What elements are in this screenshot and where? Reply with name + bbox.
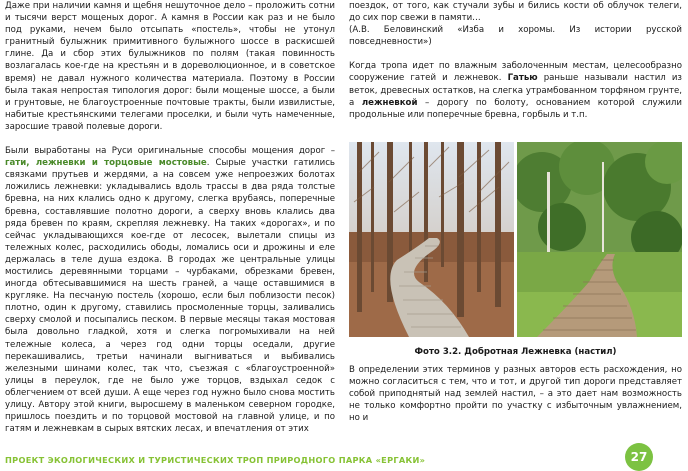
paragraph-terms: В определении этих терминов у разных авторов есть расхождения, но можно согласиться с тем, что и тот, и другой тип дороги представляет собой приподнятый над землей настил, – а это дает нам возможность не только комфортно пройти по участку с избыточным увлажнением, но и — [349, 365, 682, 424]
page-number-badge: 27 — [625, 443, 653, 471]
paving-methods-highlight: гати, лежневки и торцовые мостовые — [5, 158, 207, 169]
citation: (А.В. Беловинский «Изба и хоромы. Из истории русской повседневности») — [349, 25, 682, 48]
paving-description: . Сырые участки гатились связками прутьев и жердями, а на совсем уже непроезжих болотах ложились лежневки: укладывались вдоль трассы в два ряда толстые бревна, на них клались одно к другому, слегка врубаясь, поперечные бревна, составлявшие полотно дороги, а сверху вновь клались два ряда бревен по краям, скрепляя лежневку. На таких «дорогах», и по сейчас укладывающихся кое-где от лесосек, вылетали спицы из тележных колес, расходились ободы, ломались оси и дрожины и еле держалась в теле душа ездока. В городах же центральные улицы мостились деревянными торцами – чурбаками, обрезками бревен, иногда обтесывавшимися на шесть граней, а чаще оставшимися в кругляке. На песчаную постель (хорошо, если был поблизости песок) плотно, один к другому, ставились просмоленные торцы, заливались сверху смолой и посыпались песком. В первые месяцы такая мостовая была довольно гладкой, хотя и слегка погромыхивали на ней тележные колеса, а через год одни торцы оседали, другие перекашивались, третьи начинали выгниваться и выбивались железными шинами колес, так что, съезжая с «благоустроенной» улицы в переулок, где не было уже торцов, вздыхал седок с облегчением от всей души. А еще через год нужно было снова мостить улицу. Автору этой книги, выросшему в маленьком северном городке, пришлось поездить и по торцовой мостовой на главной улице, и по гатям и лежневкам в сырых вятских лесах, и впечатления от этих — [5, 158, 335, 435]
footer-project-title: ПРОЕКТ ЭКОЛОГИЧЕСКИХ И ТУРИСТИЧЕСКИХ ТРОП ПРИРОДНОГО ПАРКА «ЕРГАКИ» — [5, 455, 426, 465]
left-column — [5, 0, 335, 435]
photo-caption: Фото 3.2. Добротная Лежневка (настил) — [414, 347, 617, 357]
paragraph-paving-methods — [5, 145, 335, 435]
term-gat: Гатью — [507, 73, 538, 84]
paragraph-continuation: поездок, от того, как стучали зубы и бились кости об облучок телеги, до сих пор свежи в памяти… — [349, 1, 682, 24]
term-lezhnevka: лежневкой — [361, 97, 418, 108]
right-column-bottom — [349, 364, 682, 424]
gat-intro: Когда тропа идет по влажным заболоченным местам, целесообразно сооружение гатей и лежневок. — [349, 61, 682, 84]
photo-pair — [349, 142, 682, 337]
paragraph-gat-lezhnevka — [349, 60, 682, 120]
paving-intro: Были выработаны на Руси оригинальные способы мощения дорог – — [5, 146, 335, 157]
boardwalk-photo-forest — [349, 142, 514, 337]
paragraph-roads-typology: Даже при наличии камня и щебня нешуточное дело – проложить сотни и тысячи верст мощеных дорог. А камня в России как раз и не было под руками, нечем было отсыпать «постель», чтобы не утонул гранитный булыжник примитивного булыжного шоссе в раскисшей глине. Да и сбор этих булыжников по полям (такая повинность возлагалась кое-где на крестьян и в дореволюционное, и в советское время) не давал нужного количества материала. Поэтому в России была такая непростая типология дорог: были мощеные шоссе, а были и грунтовые, не благоустроенные почтовые тракты, были извилистые, набитые крестьянскими телегами проселки, и были чуть намеченные, заросшие травой полевые дороги. — [5, 1, 335, 132]
lezhnevka-definition: – дорогу по болоту, основанием которой служили продольные или поперечные бревна, горбыль и т.п. — [349, 97, 682, 120]
boardwalk-photo-grass — [517, 142, 682, 337]
gat-definition: раньше называли настил из веток, древесных остатков, на слегка утрамбованном торфяном грунте, а — [349, 73, 683, 108]
right-column-top — [349, 0, 682, 121]
